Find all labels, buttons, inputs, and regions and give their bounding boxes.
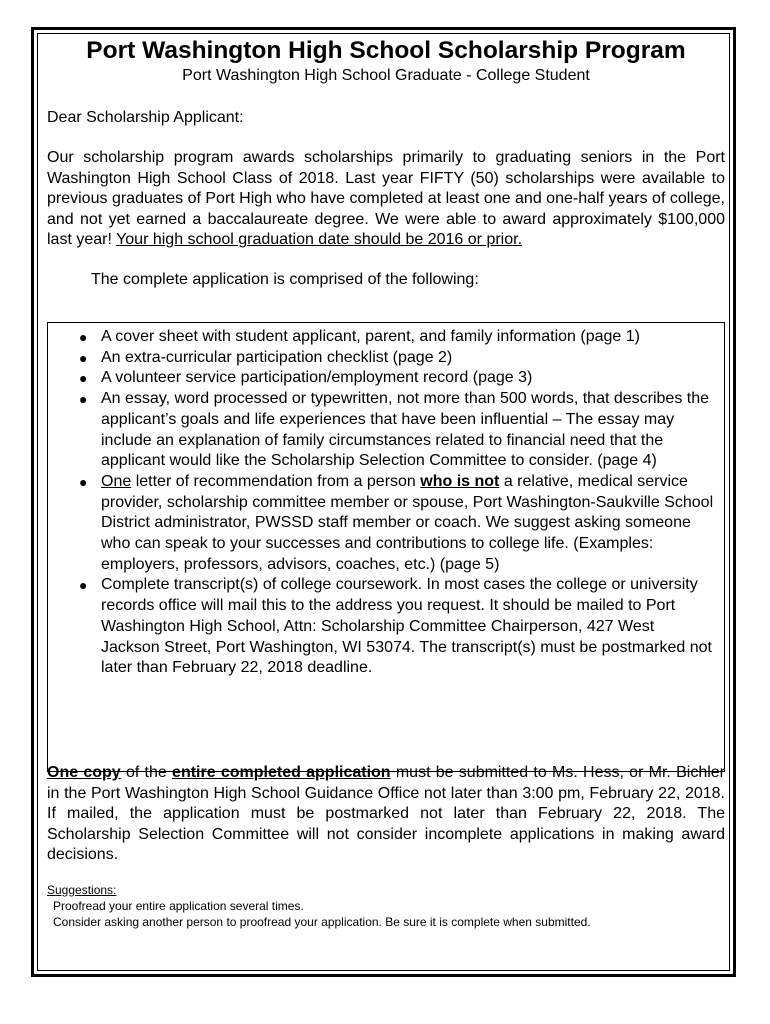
list-item: ● A cover sheet with student applicant, parent, and family information (page 1) <box>101 327 714 348</box>
list-item: ● Complete transcript(s) of college coursework. In most cases the college or university records office will mail this to the address you request. It should be mailed to Port Washington High School, Attn: Scholarship Committee Chairperson, 427 West Jackson Street, Port Washington, WI 53074. The transcript(s) must be postmarked not later than February 22, 2018 deadline. <box>79 576 712 677</box>
intro-paragraph <box>47 148 725 251</box>
bullet-icon: ● <box>79 473 88 490</box>
greeting: Dear Scholarship Applicant: <box>47 109 244 126</box>
page-title: Port Washington High School Scholarship Program <box>86 37 686 64</box>
bullet-icon: ● <box>79 329 88 345</box>
submission-paragraph: One copy of the entire completed application must be submitted to Ms. Hess, or Mr. Bichler in the Port Washington High School Guidance Office not later than 3:00 pm, February 22, 2018. If mailed, the application must be postmarked not later than February 22, 2018. The Scholarship Selection Committee will not consider incomplete applications in making award decisions. <box>47 764 726 864</box>
page-subtitle: Port Washington High School Graduate - College Student <box>182 67 590 84</box>
suggestion-item: Proofread your entire application several times. <box>53 899 304 913</box>
bullet-icon: ● <box>79 370 88 387</box>
intro-underlined-text: Your high school graduation date should be 2016 or prior. <box>116 231 523 249</box>
suggestion-item: Consider asking another person to proofread your application. Be sure it is complete when submitted. <box>53 915 591 929</box>
list-item: ● An extra-curricular participation checklist (page 2) <box>101 348 714 369</box>
list-item: ● An essay, word processed or typewritten, not more than 500 words, that describes the applicant’s goals and life experiences that have been influential – The essay may include an explanation of family circumstances related to financial need that the applicant would like the Scholarship Selection Committee to consider. (page 4) <box>79 390 710 470</box>
list-item: ● One letter of recommendation from a person who is not a relative, medical service provider, scholarship committee member or spouse, Port Washington-Saukville School District administrator, PWSSD staff member or coach. We suggest asking someone who can speak to your successes and contributions to college life. (Examples: employers, professors, advisors, coaches, etc.) (page 5) <box>79 472 714 573</box>
list-item: ● A volunteer service participation/employment record (page 3) <box>101 368 714 389</box>
bullet-icon: ● <box>79 391 88 408</box>
document-body <box>47 36 726 929</box>
bullet-icon: ● <box>79 349 88 366</box>
list-lead: The complete application is comprised of the following: <box>91 270 479 288</box>
suggestions-heading: Suggestions: <box>47 883 117 897</box>
bullet-icon: ● <box>79 577 88 594</box>
intro-text: Our scholarship program awards scholarships primarily to graduating seniors in the Port Washington High School Class of 2018. Last year FIFTY (50) scholarships were available to previous graduates of Port High who have completed at least one and one-half years of college, and not yet earned a baccalaureate degree. We were able to award approximately $100,000 last year! <box>47 149 725 249</box>
requirements-list <box>48 323 724 679</box>
suggestions-section <box>47 882 725 930</box>
requirements-box <box>47 322 725 772</box>
